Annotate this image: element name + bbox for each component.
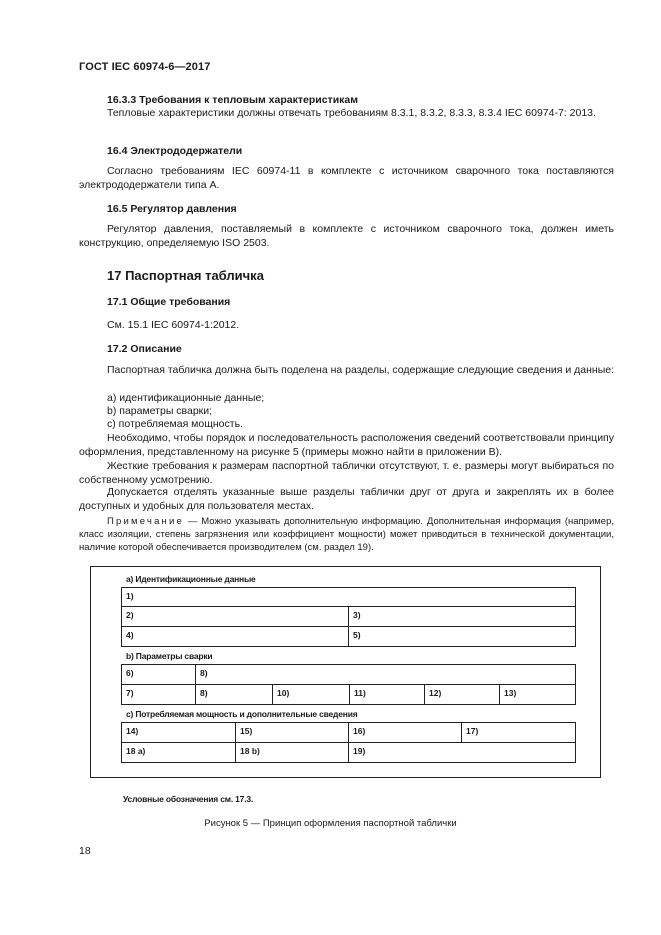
paragraph-17-2-p3: Допускается отделять указанные выше разделы таблички друг от друга и закреплять их в более доступных и удобных для пользователя местах. <box>79 486 614 512</box>
paragraph-16-3-3: Тепловые характеристики должны отвечать требованиям 8.3.1, 8.3.2, 8.3.3, 8.3.4 IEC 60974-7: 2013. <box>107 107 596 119</box>
document-header: ГОСТ IEC 60974-6—2017 <box>79 61 211 73</box>
figure-cell-8-bottom: 8) <box>195 685 272 704</box>
note-lead: Примечание <box>107 516 184 527</box>
list-item-b: b) параметры сварки; <box>107 405 213 417</box>
figure-row-7 <box>121 742 576 763</box>
figure-caption: Рисунок 5 — Принцип оформления паспортной таблички <box>204 818 457 829</box>
paragraph-17-1: См. 15.1 IEC 60974-1:2012. <box>107 319 240 331</box>
figure-cell-18b: 18 b) <box>235 743 348 762</box>
figure-row-5 <box>121 684 576 705</box>
paragraph-17-2-p2: Жесткие требования к размерам паспортной таблички отсутствуют, т. е. размеры могут выбираться по собственному усмотрению. <box>79 460 614 486</box>
note-text: — Можно указывать дополнительную информацию. Дополнительная информация (например, класс изоляции, степень загрязнения или коэффициент мощности) может приводиться в технической документации, наличие которой обеспечивается производителем (см. раздел 19). <box>79 516 614 553</box>
figure-cell-19: 19) <box>348 743 574 762</box>
figure-cell-13: 13) <box>499 685 574 704</box>
paragraph-17-2-p1: Необходимо, чтобы порядок и последовательность расположения сведений соответствовали принципу оформления, представленному на рисунке 5 (примеры можно найти в приложении В). <box>79 432 614 458</box>
heading-17-2: 17.2 Описание <box>107 343 182 355</box>
figure-cell-3: 3) <box>348 607 574 626</box>
heading-16-4: 16.4 Электрододержатели <box>107 145 243 157</box>
figure-cell-7: 7) <box>126 688 134 698</box>
paragraph-17-2-intro: Паспортная табличка должна быть поделена на разделы, содержащие следующие сведения и данные: <box>107 364 615 376</box>
figure-cell-18a: 18 a) <box>126 746 146 756</box>
paragraph-16-5: Регулятор давления, поставляемый в комплекте с источником сварочного тока, должен иметь конструкцию, определяемую ISO 2503. <box>79 223 614 249</box>
heading-16-3-3: 16.3.3 Требования к тепловым характеристикам <box>107 94 359 106</box>
figure-row-6 <box>121 722 576 743</box>
figure-cell-8-top: 8) <box>195 665 574 684</box>
figure-cell-16: 16) <box>348 723 461 742</box>
figure-section-b: b) Параметры сварки <box>126 651 213 661</box>
figure-row-2 <box>121 606 576 627</box>
figure-cell-2: 2) <box>126 610 134 620</box>
figure-cell-4: 4) <box>126 630 134 640</box>
figure-section-a: а) Идентификационные данные <box>126 574 256 584</box>
figure-row-1 <box>121 587 576 607</box>
heading-17-1: 17.1 Общие требования <box>107 296 231 308</box>
note-17-2 <box>79 516 614 554</box>
figure-cell-6: 6) <box>126 668 134 678</box>
figure-legend: Условные обозначения см. 17.3. <box>123 794 254 804</box>
figure-cell-12: 12) <box>424 685 499 704</box>
figure-cell-5: 5) <box>348 627 574 646</box>
page-number: 18 <box>79 845 91 857</box>
paragraph-16-4: Согласно требованиям IEC 60974-11 в комплекте с источником сварочного тока поставляются электрододержатели типа А. <box>79 165 614 191</box>
figure-cell-15: 15) <box>235 723 348 742</box>
heading-17: 17 Паспортная табличка <box>107 268 264 283</box>
figure-cell-11: 11) <box>349 685 424 704</box>
list-item-a: a) идентификационные данные; <box>107 392 265 404</box>
figure-cell-17: 17) <box>461 723 574 742</box>
figure-section-c: c) Потребляемая мощность и дополнительные сведения <box>126 709 358 719</box>
figure-cell-1: 1) <box>126 591 134 601</box>
list-item-c: c) потребляемая мощность. <box>107 418 243 430</box>
figure-row-3 <box>121 626 576 647</box>
heading-16-5: 16.5 Регулятор давления <box>107 203 237 215</box>
figure-cell-14: 14) <box>126 726 139 736</box>
figure-row-4 <box>121 664 576 685</box>
figure-cell-10: 10) <box>272 685 349 704</box>
